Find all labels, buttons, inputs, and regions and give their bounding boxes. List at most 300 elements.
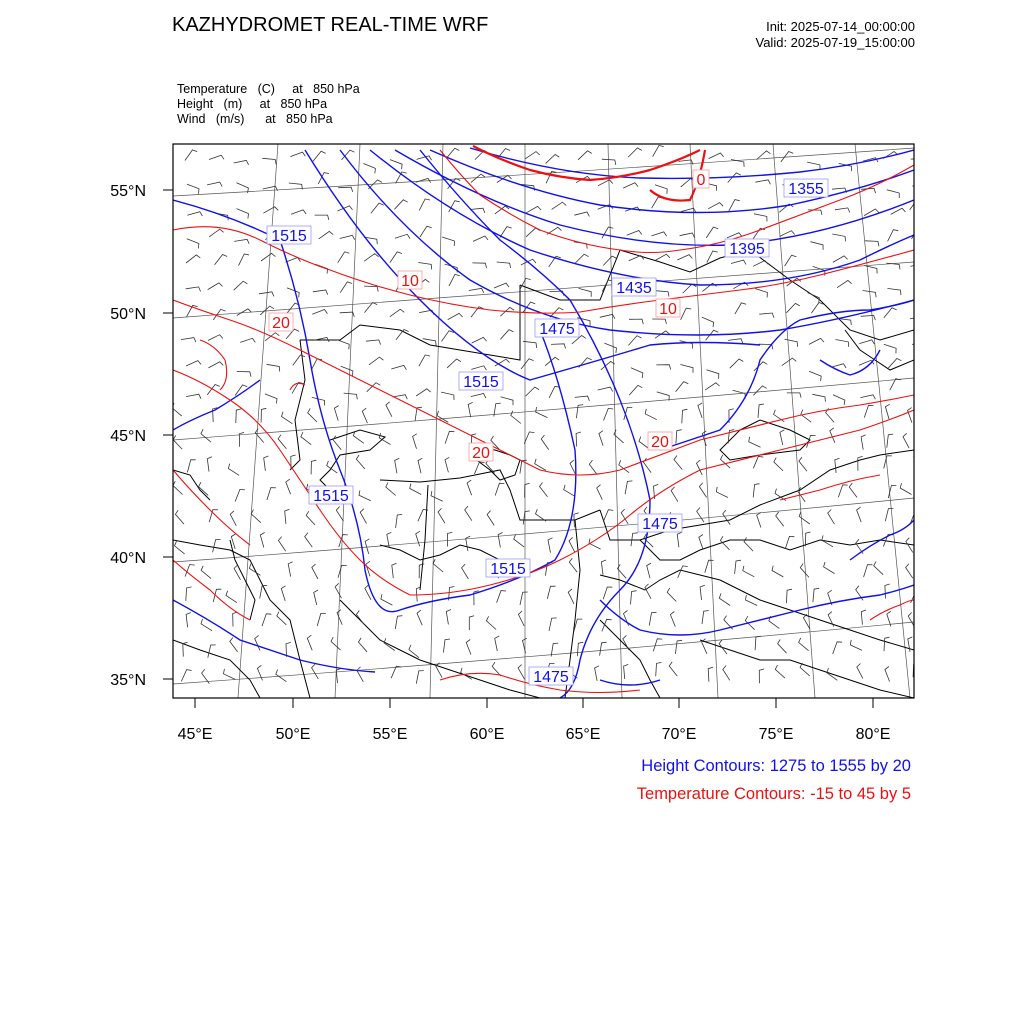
wind-barb: [396, 330, 409, 340]
height-label: [612, 278, 656, 297]
height-label: [459, 372, 503, 391]
wind-barb: [799, 638, 809, 651]
wind-barb: [707, 251, 718, 263]
wind-barb: [314, 590, 318, 605]
wind-barb: [313, 151, 326, 161]
wind-barb: [381, 594, 393, 605]
wind-barb: [680, 233, 695, 237]
lon-label: 50°E: [275, 726, 311, 743]
wind-barb: [173, 481, 183, 494]
wind-barb: [730, 359, 744, 368]
lat-label: 40°N: [110, 550, 146, 567]
wind-barb: [809, 338, 824, 344]
wind-barb: [759, 669, 764, 683]
wind-barb: [500, 227, 512, 238]
wind-barb: [619, 460, 629, 472]
wind-barb: [578, 151, 592, 160]
wind-barb: [911, 158, 926, 163]
wind-barb: [386, 402, 392, 417]
longitude-labels: [178, 726, 891, 743]
wind-barb: [755, 289, 767, 298]
wind-barb: [445, 457, 449, 472]
wind-barb: [395, 234, 410, 238]
wind-barb: [627, 231, 642, 236]
wind-barb: [706, 370, 718, 379]
wind-barb: [311, 460, 316, 474]
wind-barb: [356, 455, 365, 469]
wind-barb: [603, 587, 612, 599]
height-label: [784, 179, 828, 198]
lat-label: 45°N: [110, 428, 146, 445]
wind-barb: [369, 357, 383, 365]
wind-barb: [317, 613, 326, 626]
wind-barb: [290, 152, 305, 157]
wind-barb: [265, 394, 277, 404]
wind-barb: [267, 488, 276, 500]
lat-label: 35°N: [110, 672, 146, 689]
wind-barb: [861, 610, 866, 625]
wind-barb: [860, 395, 875, 399]
height-label: [267, 226, 311, 245]
wind-barb: [598, 387, 613, 391]
wind-barb: [413, 434, 417, 449]
wind-barb: [863, 291, 877, 298]
wind-barb: [885, 584, 890, 599]
wind-barb: [864, 565, 873, 577]
wind-barb: [447, 359, 461, 368]
wind-barb: [911, 591, 921, 603]
wind-barb: [173, 436, 182, 450]
wind-barb: [277, 612, 287, 625]
lon-label: 70°E: [661, 726, 697, 743]
wind-barb: [811, 303, 823, 314]
wind-barb: [448, 313, 463, 319]
wind-barb: [564, 485, 575, 496]
wind-barb: [495, 636, 500, 651]
wind-barb: [589, 460, 597, 474]
wind-barb: [708, 203, 723, 209]
wind-barb: [652, 197, 664, 208]
wind-barb: [313, 290, 328, 295]
wind-barb: [838, 485, 847, 497]
wind-barb: [778, 640, 787, 654]
wind-barb: [681, 308, 692, 320]
wind-barb: [598, 180, 613, 186]
wind-barb: [667, 588, 676, 602]
wind-barb: [285, 509, 290, 524]
wind-barb: [915, 293, 929, 298]
wind-barb: [716, 487, 728, 498]
wind-barb: [549, 618, 557, 631]
wind-barb: [468, 402, 473, 417]
wind-barb: [175, 510, 184, 524]
wind-barb: [286, 479, 291, 494]
wind-barb: [362, 408, 367, 423]
wind-barb: [215, 255, 228, 265]
height-legend: Height Contours: 1275 to 1555 by 20: [641, 757, 911, 775]
wind-barb: [186, 361, 201, 366]
wind-barb: [187, 460, 195, 473]
longitude-ticks: [195, 698, 873, 708]
wind-barb: [774, 458, 783, 471]
wind-barb: [288, 562, 293, 577]
wind-barb: [731, 260, 746, 264]
wind-barb: [576, 405, 583, 419]
height-label: [529, 667, 573, 686]
wind-barb: [787, 393, 801, 398]
lon-label: 65°E: [565, 726, 601, 743]
wind-barb: [884, 456, 892, 469]
wind-barb: [645, 409, 657, 420]
wind-barb: [837, 280, 852, 287]
height-label: [486, 559, 530, 578]
wind-barb: [338, 252, 350, 263]
wind-barb: [776, 512, 784, 526]
wind-barb: [186, 255, 200, 263]
temperature-label-text: 20: [651, 434, 669, 451]
wind-barb: [446, 148, 459, 158]
wind-barb: [391, 666, 401, 678]
wind-barb: [758, 404, 764, 418]
wind-barb: [443, 639, 450, 653]
wind-barb: [859, 340, 874, 344]
wind-barb: [540, 483, 548, 497]
wind-barb: [753, 456, 763, 468]
wind-barb: [828, 612, 834, 627]
wind-barb: [263, 207, 278, 213]
wind-barb: [181, 338, 196, 343]
init-time: Init: 2025-07-14_00:00:00: [766, 19, 915, 34]
latitude-ticks: [163, 190, 173, 679]
wind-barb: [906, 564, 913, 579]
wind-barb: [228, 464, 239, 476]
wind-barb: [301, 432, 311, 445]
wind-barb: [885, 667, 890, 682]
wind-barb: [520, 592, 528, 605]
wind-barb: [910, 318, 925, 323]
wind-barb: [735, 560, 741, 574]
wind-barb: [833, 395, 845, 405]
temperature-label-text: 0: [696, 172, 706, 189]
wind-barb: [674, 456, 682, 470]
wind-barb: [723, 510, 730, 524]
wind-barb: [207, 182, 222, 187]
wind-barb: [708, 667, 713, 682]
wind-barb: [629, 319, 643, 324]
wind-barb: [526, 387, 540, 396]
wind-barb: [521, 359, 534, 369]
wind-barb: [357, 667, 363, 682]
wind-barb: [305, 533, 313, 547]
wind-barb: [364, 303, 377, 313]
wind-barb: [808, 210, 822, 215]
wind-barb: [308, 409, 317, 422]
wind-barb: [186, 587, 192, 601]
wind-barb: [775, 665, 785, 678]
wind-barb: [548, 538, 553, 553]
wind-barb: [278, 537, 285, 552]
wind-barb: [337, 340, 349, 350]
wind-barb: [287, 288, 299, 298]
wind-barb: [514, 534, 524, 547]
wind-barb: [418, 263, 431, 270]
wind-barb: [471, 394, 486, 398]
temperature-label-text: 10: [401, 273, 419, 290]
wind-barb: [600, 642, 607, 655]
wind-barb: [785, 255, 797, 266]
wind-barb: [234, 160, 249, 165]
wind-barb: [442, 331, 454, 342]
wind-barb: [448, 532, 453, 546]
wind-barb: [887, 190, 900, 198]
wind-barb: [541, 435, 549, 450]
wind-barb: [433, 559, 443, 572]
wind-barb: [465, 506, 472, 521]
wind-barb: [546, 155, 560, 164]
wind-barb: [887, 434, 893, 448]
wind-barb: [655, 291, 669, 297]
wind-barb: [675, 640, 682, 654]
wind-barb: [416, 671, 424, 684]
wind-barb: [786, 303, 799, 312]
wind-barb: [469, 288, 484, 293]
wind-barb: [888, 485, 896, 498]
wind-barb: [312, 564, 318, 579]
wind-barb: [312, 664, 319, 679]
wind-barb: [702, 611, 709, 625]
temperature-label: [469, 443, 493, 462]
wind-barb: [336, 668, 341, 683]
wind-barb: [754, 362, 768, 371]
wind-barb: [810, 242, 823, 250]
wind-barb: [799, 457, 807, 471]
wind-barb: [865, 241, 879, 247]
wind-barb: [306, 511, 315, 525]
wind-barb: [624, 664, 629, 679]
wind-barb: [442, 237, 454, 246]
wind-barb: [824, 562, 835, 574]
wind-barb: [749, 437, 761, 447]
map-title: KAZHYDROMET REAL-TIME WRF: [172, 14, 489, 36]
wind-barb: [262, 158, 276, 164]
wind-barb: [360, 509, 366, 524]
wind-barb: [623, 183, 638, 188]
wind-barb: [395, 458, 400, 473]
wind-barb: [631, 368, 643, 378]
wind-barb: [187, 184, 199, 194]
wind-barb: [885, 404, 889, 419]
lon-label: 45°E: [177, 726, 213, 743]
wind-barb: [680, 341, 693, 349]
wind-barb: [208, 645, 216, 658]
wind-barb: [236, 409, 241, 423]
wind-barb: [551, 344, 566, 349]
wind-barb: [175, 541, 185, 554]
wind-barb: [391, 365, 406, 369]
wind-barb: [682, 409, 688, 423]
wind-barb: [849, 483, 857, 497]
wind-barb: [364, 286, 378, 291]
wind-barb: [240, 338, 255, 342]
wind-barb: [307, 635, 312, 650]
wind-barb: [436, 663, 442, 678]
wind-barb: [237, 209, 249, 219]
wind-barb: [757, 512, 761, 527]
wind-barb: [891, 208, 906, 214]
wind-barb: [655, 185, 667, 194]
wind-barb: [235, 489, 245, 501]
wind-barb: [525, 152, 540, 159]
wind-barb: [536, 509, 547, 521]
wind-barb: [365, 539, 369, 554]
wind-barb: [207, 457, 212, 472]
wind-barb: [669, 662, 677, 676]
wind-barb: [340, 235, 355, 239]
wind-barb: [785, 536, 794, 548]
wind-barb: [755, 636, 761, 650]
wind-barb: [419, 355, 430, 366]
wind-barb: [670, 612, 675, 627]
wind-barb: [335, 583, 341, 598]
lon-label: 75°E: [758, 726, 794, 743]
wind-barb: [601, 560, 606, 575]
wind-barb: [471, 366, 486, 370]
wind-barb: [574, 212, 589, 216]
wind-barb: [754, 214, 767, 222]
wind-barb: [697, 508, 704, 523]
wind-barb: [917, 392, 931, 398]
wind-barb: [445, 431, 454, 443]
wind-barb: [729, 200, 740, 212]
wind-barb: [772, 566, 783, 577]
wind-barb: [890, 379, 901, 391]
wind-barb: [390, 309, 404, 317]
wind-barb: [394, 200, 407, 210]
height-label-text: 1515: [271, 228, 307, 245]
wind-barb: [830, 428, 835, 443]
wind-barb: [315, 215, 329, 220]
wind-barb: [647, 563, 651, 578]
wind-barb: [861, 315, 876, 320]
wind-barb: [371, 203, 384, 213]
wind-barb: [186, 287, 201, 292]
temperature-label: [398, 271, 422, 290]
wind-barb: [835, 208, 850, 213]
temperature-contour-labels: [269, 170, 709, 462]
wind-barb: [186, 394, 201, 399]
wind-barb: [437, 411, 448, 423]
wind-barb: [652, 319, 666, 324]
field-wind: Wind (m/s) at 850 hPa: [177, 112, 333, 126]
temperature-label: [656, 299, 680, 318]
lat-label: 55°N: [110, 183, 146, 200]
height-label-text: 1515: [313, 488, 349, 505]
wind-barb: [780, 231, 795, 237]
wind-barb: [677, 255, 692, 260]
wind-barb: [721, 455, 731, 468]
wind-barb: [518, 665, 525, 680]
wind-barb: [186, 613, 191, 628]
wind-barb: [699, 535, 703, 550]
wind-barb: [344, 393, 358, 399]
wind-barb: [495, 483, 504, 495]
wind-barb: [364, 254, 378, 262]
wind-barb: [719, 593, 730, 605]
wind-barb: [487, 511, 494, 526]
wind-barb: [576, 432, 581, 447]
wind-barb: [338, 565, 347, 577]
wind-barb: [735, 303, 746, 314]
wind-barb: [213, 540, 221, 553]
wind-barb: [486, 616, 496, 629]
wind-barb: [230, 511, 236, 526]
wind-barb: [709, 153, 724, 159]
wind-barb: [864, 266, 877, 274]
field-temperature: Temperature (C) at 850 hPa: [177, 82, 360, 96]
wind-barb: [568, 589, 574, 604]
wind-barb: [801, 410, 811, 423]
lon-label: 80°E: [855, 726, 891, 743]
wind-barb: [628, 336, 641, 346]
contour-legend: [637, 752, 911, 808]
height-label-text: 1435: [616, 280, 652, 297]
wind-barb: [858, 456, 863, 470]
wind-barb: [267, 364, 280, 371]
wind-barb: [705, 383, 720, 390]
wind-barb: [262, 614, 271, 626]
wind-barb: [723, 666, 730, 681]
wind-barb: [419, 199, 430, 211]
wind-barb: [287, 303, 300, 313]
wind-barb: [392, 563, 397, 578]
wind-barb: [409, 645, 419, 658]
wind-barb: [743, 566, 755, 577]
wind-barb: [233, 612, 238, 626]
wind-barb: [358, 638, 367, 652]
wind-barb: [396, 514, 403, 528]
wind-barb: [417, 610, 422, 625]
wind-barb: [259, 292, 274, 297]
wind-barb: [264, 456, 269, 471]
wind-barb: [260, 533, 264, 548]
wind-barb: [912, 228, 923, 239]
wind-barb: [652, 232, 667, 236]
wind-barb: [631, 591, 637, 605]
wind-barb: [655, 254, 670, 260]
height-label-text: 1475: [533, 669, 569, 686]
wind-barb: [286, 642, 291, 656]
wind-barb: [234, 281, 248, 290]
wind-barb: [234, 565, 240, 580]
wind-barb: [359, 490, 371, 500]
wind-barb: [181, 670, 191, 682]
wind-barb: [857, 664, 863, 679]
wind-barb: [524, 432, 534, 444]
wind-barb: [319, 231, 334, 239]
wind-barb: [569, 537, 575, 552]
wind-barb: [417, 156, 432, 160]
wind-barb: [261, 253, 275, 261]
wind-barb: [466, 640, 471, 655]
wind-barb: [208, 362, 223, 368]
wind-barb: [832, 234, 845, 241]
height-label: [535, 319, 579, 338]
wind-barb: [706, 227, 718, 238]
wind-barb: [575, 396, 590, 401]
wind-barb: [677, 532, 682, 547]
wind-barb: [498, 533, 503, 548]
wind-barb: [697, 460, 703, 475]
